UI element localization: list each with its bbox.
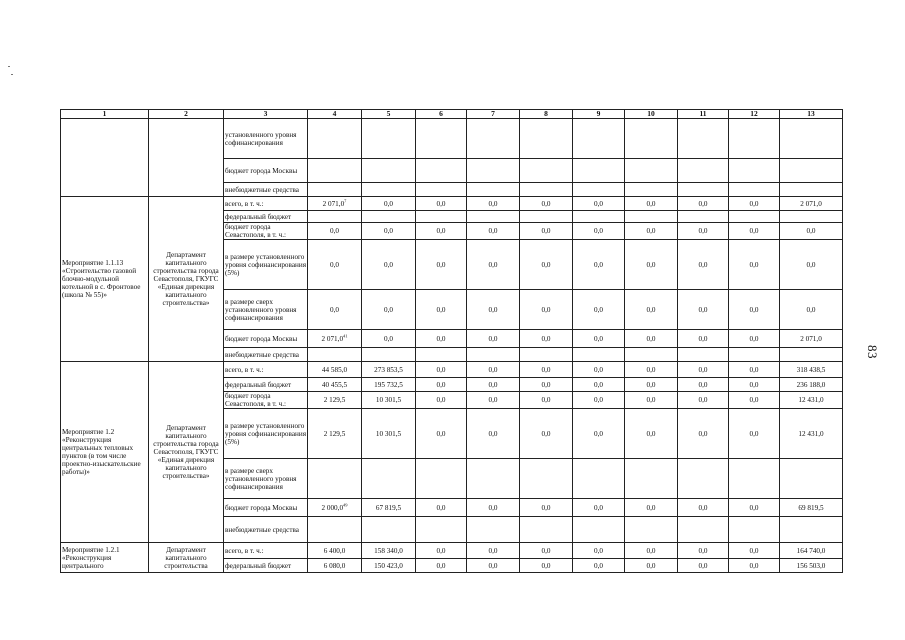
value-cell: 0,0 [467, 378, 520, 392]
funding-source: бюджет города Москвы [224, 159, 308, 183]
value-cell [625, 459, 678, 499]
value-cell: 156 503,0 [780, 559, 843, 573]
value-cell: 12 431,0 [780, 392, 843, 409]
value-cell [780, 459, 843, 499]
value-cell: 0,0 [467, 240, 520, 290]
value-cell [362, 119, 416, 159]
value-cell [308, 183, 362, 197]
header-row [61, 110, 843, 119]
value-cell [573, 159, 625, 183]
value-text: 6 400,0 [323, 546, 346, 555]
table-row [61, 197, 843, 211]
value-cell: 0,0 [625, 378, 678, 392]
value-text: 2 071,0 [321, 334, 344, 343]
executor-cell: Департамент капитального строительства города Севастополя, ГКУГС «Единая дирекция капитального строительства» [149, 197, 224, 362]
value-cell-2015 [308, 348, 362, 362]
value-cell: 0,0 [520, 392, 573, 409]
value-cell: 236 188,0 [780, 378, 843, 392]
value-cell [780, 348, 843, 362]
value-cell: 164 740,0 [780, 543, 843, 559]
value-cell: 0,0 [362, 290, 416, 330]
executor-cell: Департамент капитального строительства города Севастополя, ГКУГС «Единая дирекция капитального строительства» [149, 362, 224, 543]
value-cell: 0,0 [416, 240, 467, 290]
funding-source: бюджет города Севастополя, в т. ч.: [224, 392, 308, 409]
value-cell: 2 071,0 [780, 330, 843, 348]
column-header: 8 [520, 110, 573, 119]
measure-name-cell: Мероприятие 1.1.13 «Строительство газовой блочно-модульной котельной в с. Фронтовое (школа № 55)» [61, 197, 149, 362]
value-cell: 0,0 [678, 543, 729, 559]
column-header: 2 [149, 110, 224, 119]
value-cell: 0,0 [678, 240, 729, 290]
table-row [61, 362, 843, 378]
budget-table [60, 109, 843, 573]
value-cell [625, 348, 678, 362]
value-cell [362, 348, 416, 362]
value-cell: 0,0 [729, 392, 780, 409]
value-cell-2015 [308, 499, 362, 517]
measure-name-cell: Мероприятие 1.2 «Реконструкция центральных тепловых пунктов (в том числе проектно-изыскательские работы)» [61, 362, 149, 543]
value-cell: 0,0 [729, 543, 780, 559]
value-cell: 0,0 [520, 499, 573, 517]
funding-source: внебюджетные средства [224, 517, 308, 543]
value-text: 44 585,0 [321, 365, 348, 374]
value-cell [573, 348, 625, 362]
value-cell: 273 853,5 [362, 362, 416, 378]
value-text: 0,0 [330, 260, 339, 269]
column-header: 11 [678, 110, 729, 119]
value-cell: 67 819,5 [362, 499, 416, 517]
value-cell [467, 183, 520, 197]
column-header: 7 [467, 110, 520, 119]
table-row [61, 119, 843, 159]
column-header: 13 [780, 110, 843, 119]
value-cell [780, 183, 843, 197]
value-cell: 0,0 [678, 559, 729, 573]
value-cell: 0,0 [520, 223, 573, 240]
footnote-mark: 49 [343, 502, 348, 508]
footnote-mark: 41 [343, 333, 348, 339]
value-cell [467, 211, 520, 223]
value-cell: 0,0 [573, 409, 625, 459]
value-cell: 0,0 [678, 409, 729, 459]
value-cell [362, 183, 416, 197]
value-cell: 0,0 [416, 330, 467, 348]
scan-speck [8, 66, 10, 67]
value-cell: 12 431,0 [780, 409, 843, 459]
value-cell: 0,0 [729, 330, 780, 348]
value-cell: 0,0 [678, 197, 729, 211]
value-cell-2015 [308, 378, 362, 392]
column-header: 9 [573, 110, 625, 119]
value-cell [729, 517, 780, 543]
value-cell [729, 119, 780, 159]
value-cell: 0,0 [678, 330, 729, 348]
value-cell: 0,0 [729, 559, 780, 573]
column-header: 1 [61, 110, 149, 119]
value-text: 6 080,0 [323, 561, 346, 570]
scan-speck [11, 74, 13, 75]
executor-cell: Департамент капитального строительства [149, 543, 224, 573]
value-cell: 0,0 [625, 223, 678, 240]
value-cell [729, 211, 780, 223]
value-cell: 0,0 [678, 499, 729, 517]
value-cell: 0,0 [573, 543, 625, 559]
value-cell-2015 [308, 559, 362, 573]
value-cell [416, 517, 467, 543]
value-cell [729, 459, 780, 499]
value-cell [520, 183, 573, 197]
value-cell: 0,0 [467, 392, 520, 409]
column-header: 5 [362, 110, 416, 119]
value-cell-2015 [308, 223, 362, 240]
value-cell [362, 459, 416, 499]
value-cell: 0,0 [520, 362, 573, 378]
value-cell: 0,0 [573, 197, 625, 211]
value-cell [625, 517, 678, 543]
funding-source: всего, в т. ч.: [224, 362, 308, 378]
value-cell [416, 348, 467, 362]
value-cell: 0,0 [467, 499, 520, 517]
value-cell [467, 517, 520, 543]
value-cell [416, 183, 467, 197]
value-cell: 0,0 [467, 543, 520, 559]
value-cell: 69 819,5 [780, 499, 843, 517]
value-cell: 0,0 [729, 240, 780, 290]
value-cell [780, 211, 843, 223]
value-cell: 0,0 [625, 409, 678, 459]
value-cell [729, 183, 780, 197]
value-cell: 0,0 [729, 499, 780, 517]
footnote-mark: 7 [344, 198, 347, 204]
value-cell [362, 517, 416, 543]
value-cell: 0,0 [362, 240, 416, 290]
value-cell-2015 [308, 517, 362, 543]
value-cell: 0,0 [520, 378, 573, 392]
funding-source: всего, в т. ч.: [224, 197, 308, 211]
value-cell-2015 [308, 197, 362, 211]
value-cell: 0,0 [678, 392, 729, 409]
value-cell-2015 [308, 409, 362, 459]
table-row [61, 543, 843, 559]
value-cell: 0,0 [625, 392, 678, 409]
value-cell [416, 119, 467, 159]
value-cell [678, 348, 729, 362]
value-cell: 0,0 [573, 223, 625, 240]
value-cell: 0,0 [729, 290, 780, 330]
executor-cell [149, 119, 224, 197]
value-cell [520, 211, 573, 223]
value-cell: 0,0 [520, 559, 573, 573]
value-cell: 0,0 [573, 290, 625, 330]
funding-source: бюджет города Москвы [224, 499, 308, 517]
value-cell: 0,0 [520, 543, 573, 559]
value-cell: 0,0 [678, 223, 729, 240]
value-cell: 0,0 [625, 240, 678, 290]
measure-name-cell [61, 119, 149, 197]
value-cell [780, 517, 843, 543]
value-cell [467, 348, 520, 362]
value-cell [678, 119, 729, 159]
value-cell: 0,0 [467, 559, 520, 573]
value-cell [520, 159, 573, 183]
funding-source: федеральный бюджет [224, 378, 308, 392]
value-cell: 0,0 [573, 378, 625, 392]
value-cell-2015 [308, 392, 362, 409]
value-text: 2 071,0 [322, 199, 345, 208]
funding-source: всего, в т. ч.: [224, 543, 308, 559]
value-cell: 0,0 [780, 223, 843, 240]
value-cell: 0,0 [416, 392, 467, 409]
value-cell [416, 459, 467, 499]
value-cell: 0,0 [625, 543, 678, 559]
value-cell: 0,0 [416, 499, 467, 517]
value-cell: 0,0 [467, 290, 520, 330]
value-cell: 0,0 [362, 330, 416, 348]
value-cell: 0,0 [625, 197, 678, 211]
value-cell [678, 159, 729, 183]
value-cell: 0,0 [729, 378, 780, 392]
value-cell [573, 119, 625, 159]
value-cell: 0,0 [729, 362, 780, 378]
value-cell [308, 159, 362, 183]
value-cell: 0,0 [729, 197, 780, 211]
value-cell [780, 119, 843, 159]
value-cell: 0,0 [625, 330, 678, 348]
value-cell: 0,0 [520, 197, 573, 211]
column-header: 12 [729, 110, 780, 119]
value-text: 0,0 [330, 305, 339, 314]
value-cell: 0,0 [573, 240, 625, 290]
value-cell [467, 459, 520, 499]
value-cell: 0,0 [678, 290, 729, 330]
value-cell [625, 119, 678, 159]
value-cell [416, 159, 467, 183]
value-cell: 0,0 [467, 362, 520, 378]
value-cell [520, 517, 573, 543]
value-cell [362, 159, 416, 183]
value-cell: 0,0 [625, 362, 678, 378]
value-cell: 150 423,0 [362, 559, 416, 573]
value-cell [467, 159, 520, 183]
value-cell-2015 [308, 330, 362, 348]
value-cell [678, 211, 729, 223]
value-cell [573, 183, 625, 197]
value-cell: 158 340,0 [362, 543, 416, 559]
value-text: 2 000,0 [321, 503, 344, 512]
value-cell: 0,0 [416, 378, 467, 392]
value-cell: 318 438,5 [780, 362, 843, 378]
value-cell [625, 183, 678, 197]
value-cell: 0,0 [573, 392, 625, 409]
value-cell: 2 071,0 [780, 197, 843, 211]
funding-source: федеральный бюджет [224, 211, 308, 223]
value-cell: 0,0 [520, 330, 573, 348]
value-cell: 0,0 [467, 197, 520, 211]
value-cell-2015 [308, 290, 362, 330]
funding-source: установленного уровня софинансирования [224, 119, 308, 159]
value-cell-2015 [308, 211, 362, 223]
value-cell: 0,0 [416, 223, 467, 240]
value-cell [573, 211, 625, 223]
value-cell: 0,0 [520, 240, 573, 290]
value-cell: 0,0 [520, 290, 573, 330]
value-cell: 0,0 [729, 223, 780, 240]
value-cell [729, 348, 780, 362]
value-cell: 0,0 [678, 378, 729, 392]
value-cell: 0,0 [573, 559, 625, 573]
funding-source: внебюджетные средства [224, 348, 308, 362]
funding-source: внебюджетные средства [224, 183, 308, 197]
column-header: 3 [224, 110, 308, 119]
value-cell [625, 211, 678, 223]
value-cell: 10 301,5 [362, 392, 416, 409]
value-cell: 0,0 [520, 409, 573, 459]
value-cell [362, 211, 416, 223]
funding-source: в размере сверх установленного уровня софинансирования [224, 290, 308, 330]
funding-source: в размере сверх установленного уровня софинансирования [224, 459, 308, 499]
value-cell: 0,0 [625, 499, 678, 517]
value-cell [520, 348, 573, 362]
value-cell [678, 183, 729, 197]
value-cell-2015 [308, 240, 362, 290]
funding-source: федеральный бюджет [224, 559, 308, 573]
value-cell: 0,0 [678, 362, 729, 378]
column-header: 10 [625, 110, 678, 119]
funding-source: бюджет города Москвы [224, 330, 308, 348]
value-cell: 0,0 [625, 559, 678, 573]
value-cell: 0,0 [780, 290, 843, 330]
column-header: 6 [416, 110, 467, 119]
value-cell [520, 119, 573, 159]
value-cell: 0,0 [573, 499, 625, 517]
value-cell: 0,0 [416, 543, 467, 559]
value-cell-2015 [308, 543, 362, 559]
value-cell [308, 119, 362, 159]
funding-source: в размере установленного уровня софинансирования (5%) [224, 240, 308, 290]
value-cell: 0,0 [625, 290, 678, 330]
value-cell [520, 459, 573, 499]
value-cell: 0,0 [416, 409, 467, 459]
funding-source: бюджет города Севастополя, в т. ч.: [224, 223, 308, 240]
column-header: 4 [308, 110, 362, 119]
value-text: 40 455,5 [321, 380, 348, 389]
value-cell: 0,0 [416, 197, 467, 211]
value-cell [573, 517, 625, 543]
value-cell: 0,0 [467, 223, 520, 240]
value-cell: 0,0 [416, 362, 467, 378]
value-cell: 0,0 [362, 197, 416, 211]
value-cell [625, 159, 678, 183]
value-cell: 0,0 [467, 409, 520, 459]
value-cell [678, 517, 729, 543]
value-cell [729, 159, 780, 183]
value-cell: 0,0 [416, 559, 467, 573]
value-cell: 0,0 [467, 330, 520, 348]
funding-source: в размере установленного уровня софинансирования (5%) [224, 409, 308, 459]
value-cell: 0,0 [780, 240, 843, 290]
value-cell: 10 301,5 [362, 409, 416, 459]
value-cell: 0,0 [573, 330, 625, 348]
value-cell [467, 119, 520, 159]
value-cell: 0,0 [362, 223, 416, 240]
value-cell [416, 211, 467, 223]
measure-name-cell: Мероприятие 1.2.1 «Реконструкция центрального [61, 543, 149, 573]
value-text: 0,0 [330, 227, 339, 235]
value-cell: 0,0 [573, 362, 625, 378]
value-cell [780, 159, 843, 183]
page-number: 83 [865, 345, 880, 359]
value-cell-2015 [308, 459, 362, 499]
value-cell: 0,0 [729, 409, 780, 459]
value-text: 2 129,5 [323, 396, 346, 404]
value-cell: 0,0 [416, 290, 467, 330]
value-text: 2 129,5 [323, 429, 346, 438]
value-cell: 195 732,5 [362, 378, 416, 392]
value-cell-2015 [308, 362, 362, 378]
value-cell [678, 459, 729, 499]
value-cell [573, 459, 625, 499]
